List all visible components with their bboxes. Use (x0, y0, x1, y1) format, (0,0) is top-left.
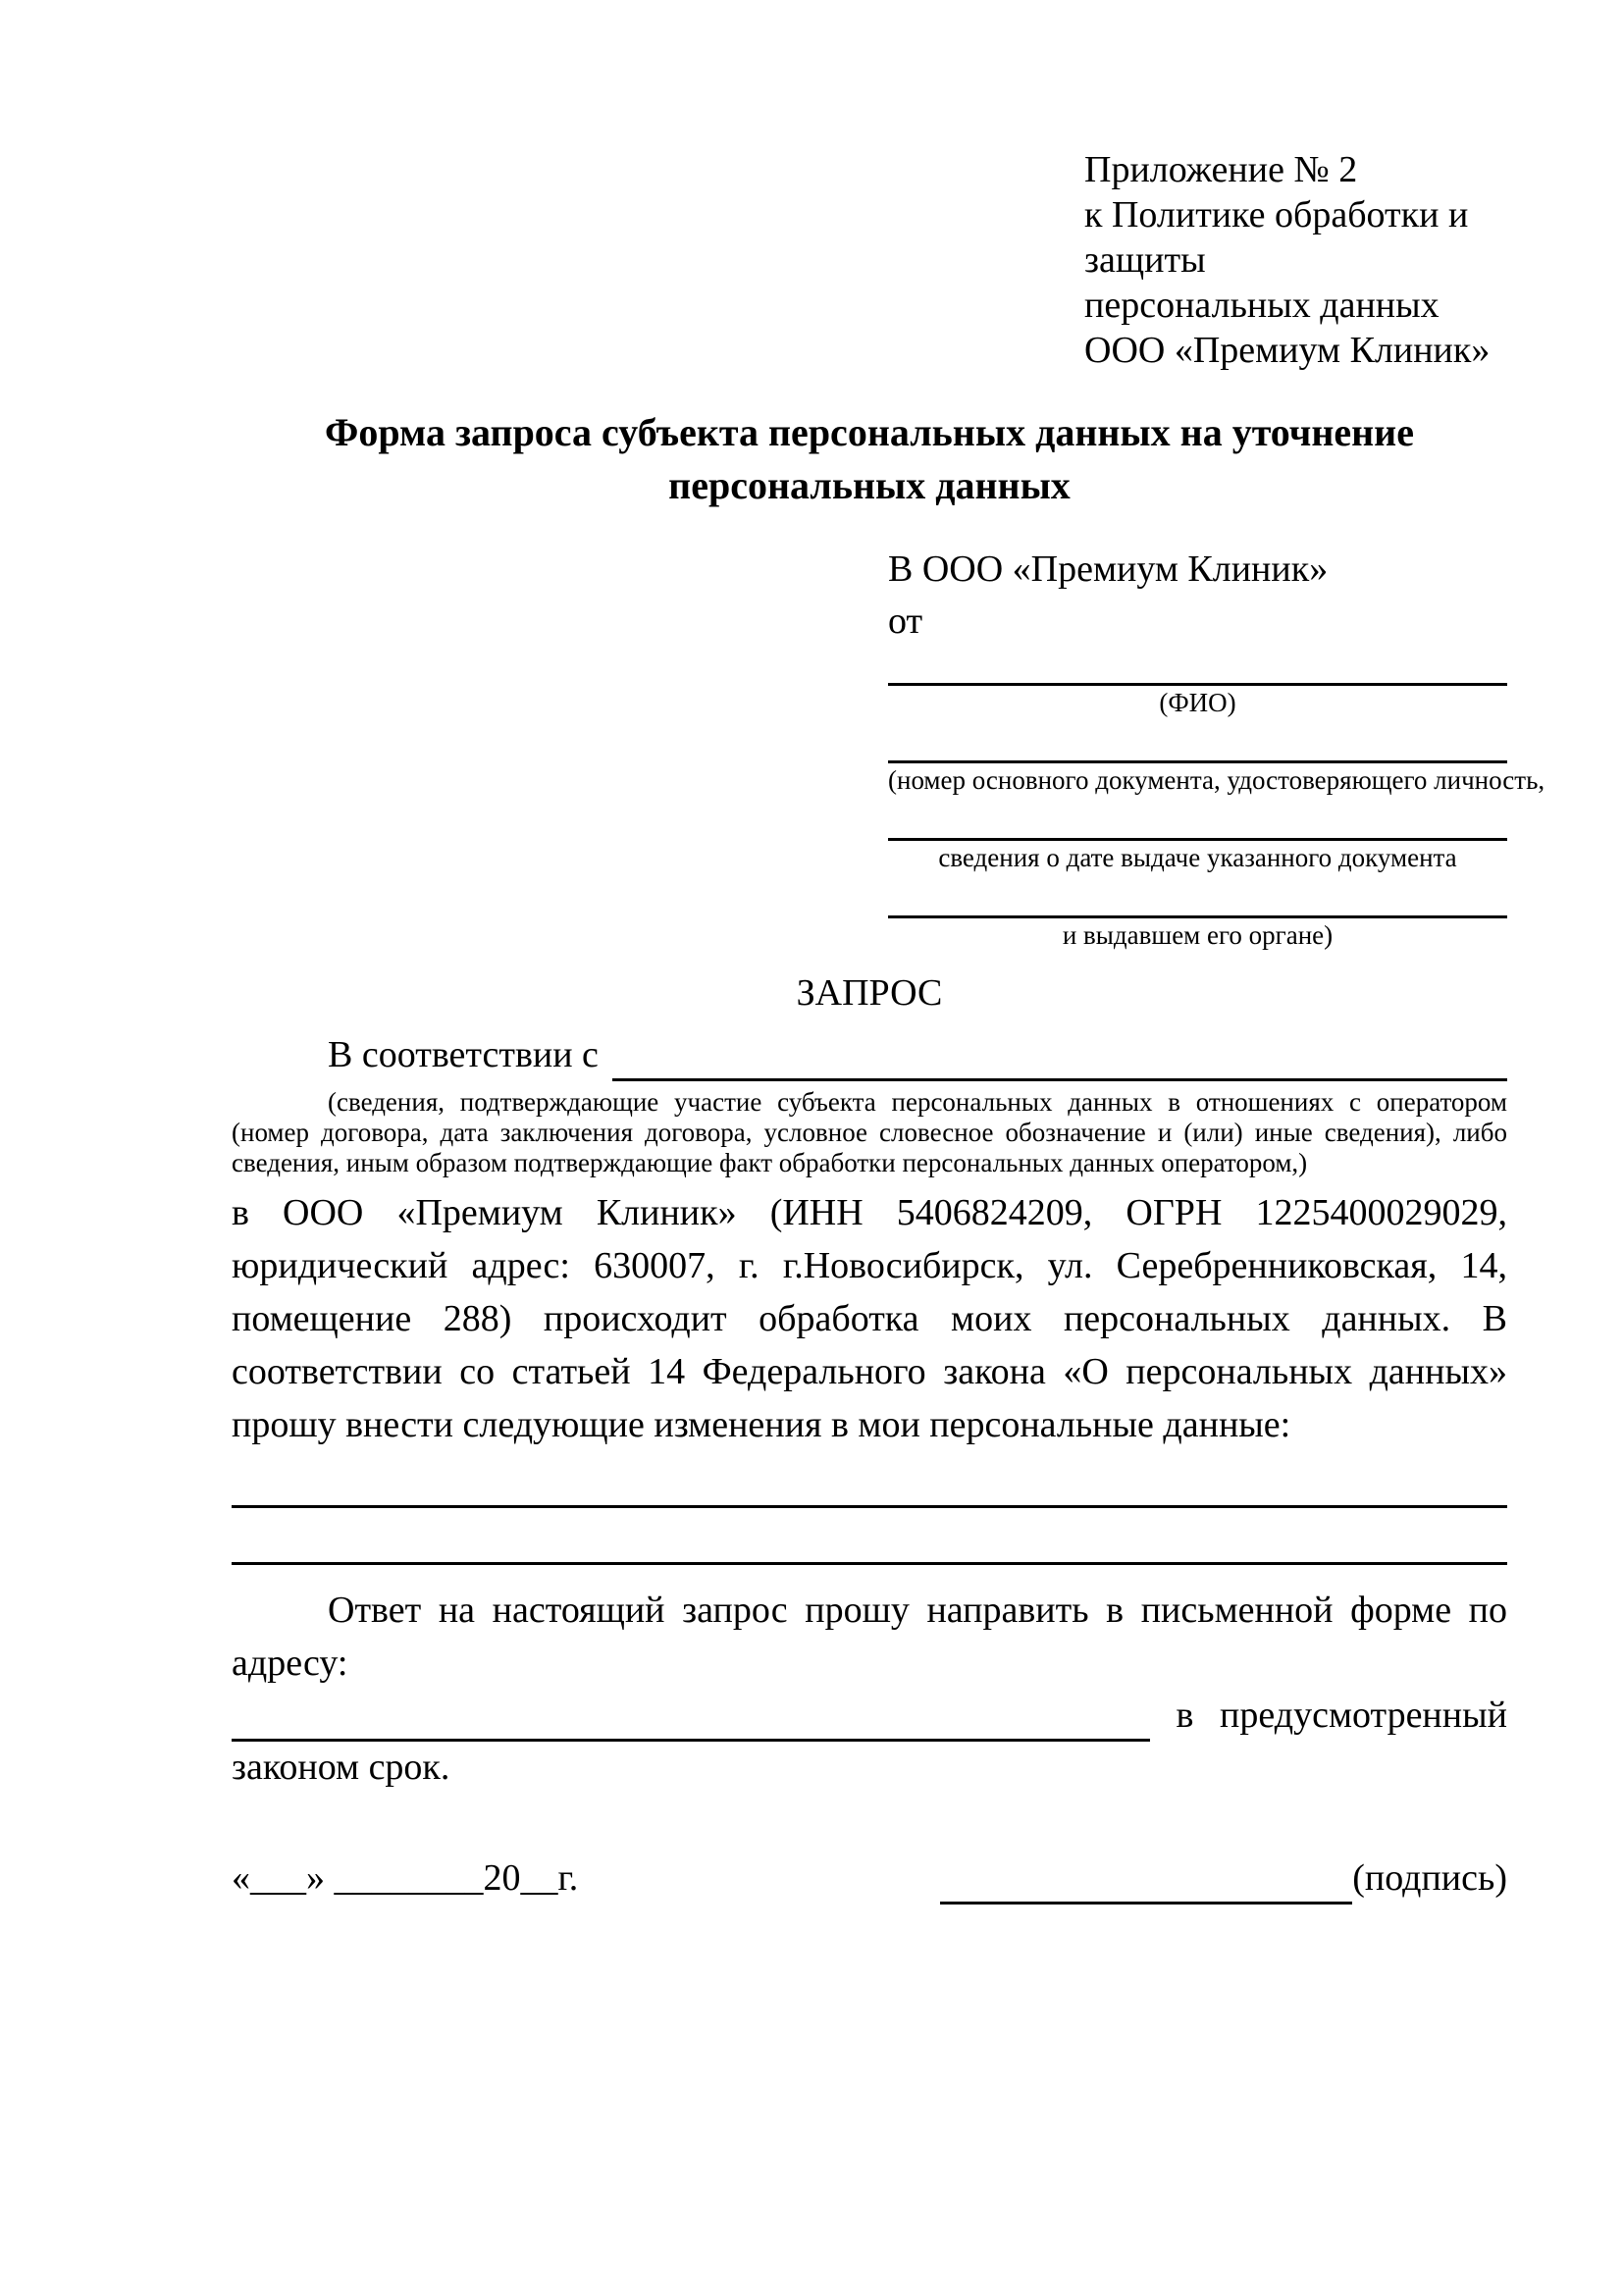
body-paragraph: в ООО «Премиум Клиник» (ИНН 5406824209, ОГРН 1225400029029, юридический адрес: 630007, г. г.Новосибирск, ул. Серебренниковская, 14, помещение 288) происходит обработка моих персональных данных. В соответствии со статьей 14 Федерального закона «О персональных данных» прошу внести следующие изменения в мои персональные данные: (232, 1192, 1507, 1446)
appendix-line-2: к Политике обработки и защиты (1084, 194, 1469, 281)
recipient-block (888, 544, 1545, 952)
signature-caption: (подпись) (1352, 1856, 1507, 1899)
document-number-caption: (номер основного документа, удостоверяющего личность, (888, 765, 1545, 795)
reply-line-3: законом срок. (232, 1746, 450, 1788)
field-issue-date (888, 797, 1507, 874)
form-title: Форма запроса субъекта персональных данных на уточнение персональных данных (325, 410, 1414, 507)
accordance-blank-line (612, 1039, 1507, 1081)
address-blank-line (232, 1699, 1150, 1742)
request-heading: ЗАПРОС (796, 972, 943, 1014)
appendix-block (1084, 147, 1507, 373)
appendix-line-3: персональных данных (1084, 285, 1440, 326)
date-blank: «___» ________20__г. (232, 1856, 579, 1899)
reply-word-predusmotrennyj: предусмотренный (1220, 1694, 1507, 1736)
accordance-prefix: В соответствии с (328, 1034, 599, 1076)
accordance-note: (сведения, подтверждающие участие субъекта персональных данных в отношениях с оператором (номер договора, дата заключения договора, условное словесное обозначение и (или) иные сведения), либо сведения, иным образом подтверждающие факт обработки персональных данных оператором,) (232, 1087, 1507, 1178)
reply-word-v: в (1176, 1694, 1194, 1736)
field-document-number (888, 719, 1545, 797)
appendix-line-1: Приложение № 2 (1084, 149, 1358, 190)
recipient-from: от (888, 600, 923, 642)
changes-blank-line-1 (232, 1451, 1507, 1508)
document-number-blank-line (888, 719, 1507, 763)
appendix-line-4: ООО «Премиум Клиник» (1084, 330, 1491, 371)
reply-address-row (232, 1690, 1507, 1742)
fio-caption: (ФИО) (1159, 688, 1236, 717)
signature-blank-line (940, 1862, 1352, 1905)
signature-row (232, 1852, 1507, 1905)
issuing-authority-caption: и выдавшем его органе) (1062, 920, 1334, 950)
accordance-row (232, 1029, 1507, 1081)
changes-blank-line-2 (232, 1508, 1507, 1565)
fio-blank-line (888, 648, 1507, 686)
issuing-authority-blank-line (888, 874, 1507, 918)
field-fio (888, 648, 1507, 719)
signature-group (940, 1852, 1507, 1905)
field-issuing-authority (888, 874, 1507, 952)
recipient-to: В ООО «Премиум Клиник» (888, 548, 1329, 590)
reply-line-1: Ответ на настоящий запрос прошу направить в письменной форме по адресу: (232, 1590, 1507, 1684)
issue-date-caption: сведения о дате выдаче указанного документа (938, 843, 1457, 872)
issue-date-blank-line (888, 797, 1507, 841)
